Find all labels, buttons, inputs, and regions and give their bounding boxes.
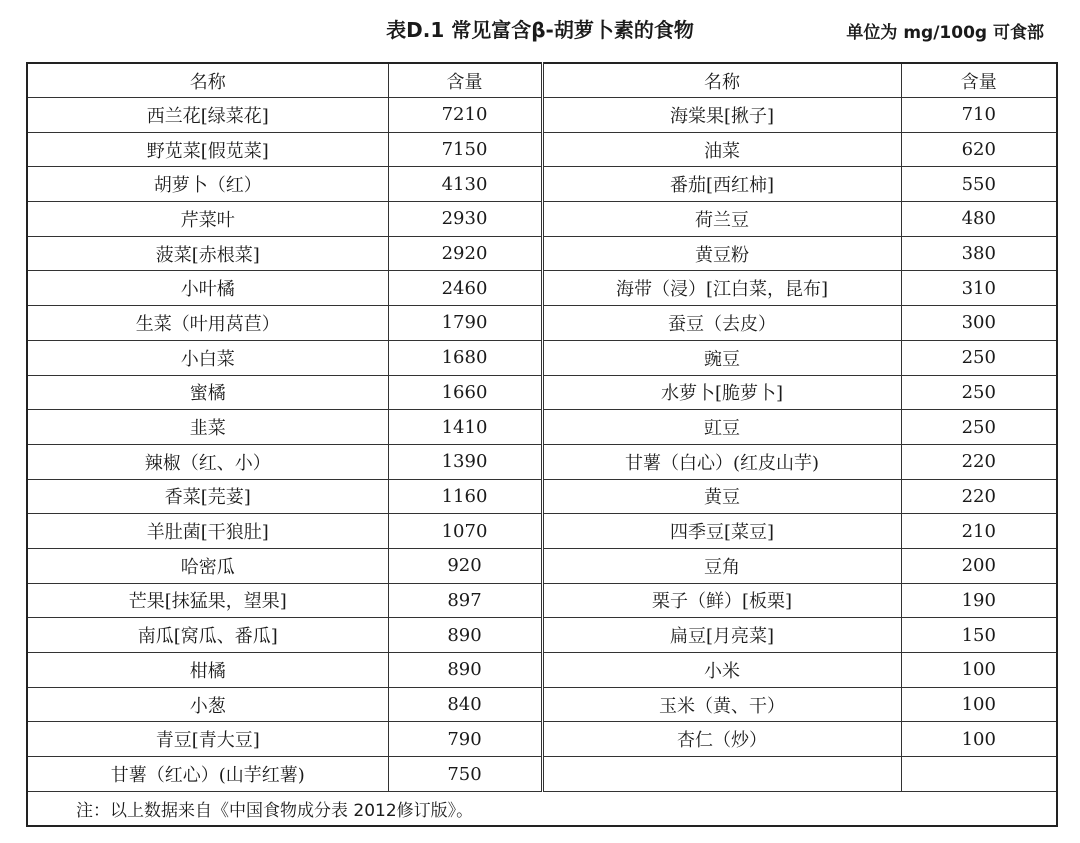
- food-amount-right: 200: [901, 548, 1057, 583]
- food-amount-right: 480: [901, 202, 1057, 237]
- food-name-right: 杏仁（炒）: [542, 722, 901, 757]
- food-name-right: 栗子（鲜）[板栗]: [542, 583, 901, 618]
- food-name-left: 羊肚菌[干狼肚]: [27, 514, 388, 549]
- food-name-right: 海带（浸）[江白菜，昆布]: [542, 271, 901, 306]
- food-name-left: 胡萝卜（红）: [27, 167, 388, 202]
- food-name-left: 辣椒（红、小）: [27, 444, 388, 479]
- food-name-left: 韭菜: [27, 410, 388, 445]
- table-row: [27, 236, 1057, 271]
- food-amount-right: 210: [901, 514, 1057, 549]
- food-amount-right: 310: [901, 271, 1057, 306]
- food-name-right: 豌豆: [542, 340, 901, 375]
- food-amount-left: 750: [388, 757, 542, 792]
- food-amount-right: 250: [901, 375, 1057, 410]
- food-name-right: 荷兰豆: [542, 202, 901, 237]
- food-name-left: 小白菜: [27, 340, 388, 375]
- unit-label: 单位为 mg/100g 可食部: [846, 23, 1044, 43]
- food-name-right: 小米: [542, 653, 901, 688]
- table-header-row: [27, 63, 1057, 98]
- food-amount-left: 840: [388, 687, 542, 722]
- table-row: [27, 98, 1057, 133]
- header-amount-left: 含量: [388, 63, 542, 98]
- food-name-left: 甘薯（红心）(山芋红薯): [27, 757, 388, 792]
- food-amount-right: 710: [901, 98, 1057, 133]
- food-name-left: 柑橘: [27, 653, 388, 688]
- food-amount-right: 250: [901, 410, 1057, 445]
- table-row: [27, 340, 1057, 375]
- food-amount-left: 2920: [388, 236, 542, 271]
- food-name-right: 黄豆: [542, 479, 901, 514]
- food-amount-right: 380: [901, 236, 1057, 271]
- table-row: [27, 583, 1057, 618]
- table-row: [27, 618, 1057, 653]
- food-name-right: 豆角: [542, 548, 901, 583]
- table-row: [27, 202, 1057, 237]
- food-name-left: 芹菜叶: [27, 202, 388, 237]
- food-amount-left: 890: [388, 653, 542, 688]
- food-name-right: 海棠果[揪子]: [542, 98, 901, 133]
- food-name-right: 扁豆[月亮菜]: [542, 618, 901, 653]
- table-row: [27, 687, 1057, 722]
- food-name-left: 芒果[抹猛果，望果]: [27, 583, 388, 618]
- food-name-right: 油菜: [542, 132, 901, 167]
- food-amount-left: 1070: [388, 514, 542, 549]
- food-amount-left: 897: [388, 583, 542, 618]
- food-amount-right: 100: [901, 722, 1057, 757]
- header-amount-right: 含量: [901, 63, 1057, 98]
- food-amount-left: 1410: [388, 410, 542, 445]
- table-body: [27, 98, 1057, 792]
- food-amount-left: 7210: [388, 98, 542, 133]
- food-name-left: 哈密瓜: [27, 548, 388, 583]
- table-row: [27, 271, 1057, 306]
- food-amount-right: 620: [901, 132, 1057, 167]
- note-row: [27, 792, 1057, 827]
- header-name-left: 名称: [27, 63, 388, 98]
- table-note: 注：以上数据来自《中国食物成分表 2012修订版》。: [27, 792, 1057, 827]
- food-amount-left: 890: [388, 618, 542, 653]
- food-amount-left: 790: [388, 722, 542, 757]
- food-amount-left: 1660: [388, 375, 542, 410]
- food-name-right: 甘薯（白心）(红皮山芋): [542, 444, 901, 479]
- food-name-left: 蜜橘: [27, 375, 388, 410]
- table-row: [27, 514, 1057, 549]
- food-name-right: 黄豆粉: [542, 236, 901, 271]
- food-name-right: 水萝卜[脆萝卜]: [542, 375, 901, 410]
- food-name-right: 豇豆: [542, 410, 901, 445]
- food-name-left: 南瓜[窝瓜、番瓜]: [27, 618, 388, 653]
- food-amount-right: 100: [901, 653, 1057, 688]
- food-name-left: 西兰花[绿菜花]: [27, 98, 388, 133]
- food-amount-left: 920: [388, 548, 542, 583]
- food-amount-right: 300: [901, 306, 1057, 341]
- food-name-left: 香菜[芫荽]: [27, 479, 388, 514]
- table-row: [27, 444, 1057, 479]
- table-row: [27, 653, 1057, 688]
- table-row: [27, 306, 1057, 341]
- header-name-right: 名称: [542, 63, 901, 98]
- table-row: [27, 548, 1057, 583]
- food-amount-right: 100: [901, 687, 1057, 722]
- food-name-left: 小叶橘: [27, 271, 388, 306]
- table-row: [27, 757, 1057, 792]
- food-name-left: 青豆[青大豆]: [27, 722, 388, 757]
- food-amount-right: 220: [901, 444, 1057, 479]
- food-name-right: [542, 757, 901, 792]
- food-name-left: 菠菜[赤根菜]: [27, 236, 388, 271]
- food-amount-right: 550: [901, 167, 1057, 202]
- food-amount-right: [901, 757, 1057, 792]
- food-amount-left: 1390: [388, 444, 542, 479]
- food-amount-left: 1790: [388, 306, 542, 341]
- food-table: [26, 62, 1058, 827]
- table-row: [27, 479, 1057, 514]
- food-name-right: 四季豆[菜豆]: [542, 514, 901, 549]
- food-amount-right: 150: [901, 618, 1057, 653]
- food-name-left: 小葱: [27, 687, 388, 722]
- food-name-right: 番茄[西红柿]: [542, 167, 901, 202]
- food-amount-right: 250: [901, 340, 1057, 375]
- food-name-right: 蚕豆（去皮）: [542, 306, 901, 341]
- food-name-right: 玉米（黄、干）: [542, 687, 901, 722]
- food-name-left: 生菜（叶用莴苣）: [27, 306, 388, 341]
- table-row: [27, 375, 1057, 410]
- food-name-left: 野苋菜[假苋菜]: [27, 132, 388, 167]
- food-amount-left: 4130: [388, 167, 542, 202]
- food-amount-left: 1160: [388, 479, 542, 514]
- food-amount-right: 190: [901, 583, 1057, 618]
- food-amount-left: 2460: [388, 271, 542, 306]
- food-amount-right: 220: [901, 479, 1057, 514]
- table-title: 表D.1 常见富含β-胡萝卜素的食物: [386, 18, 694, 42]
- food-amount-left: 7150: [388, 132, 542, 167]
- table-row: [27, 132, 1057, 167]
- food-amount-left: 2930: [388, 202, 542, 237]
- table-row: [27, 410, 1057, 445]
- table-row: [27, 167, 1057, 202]
- table-row: [27, 722, 1057, 757]
- food-amount-left: 1680: [388, 340, 542, 375]
